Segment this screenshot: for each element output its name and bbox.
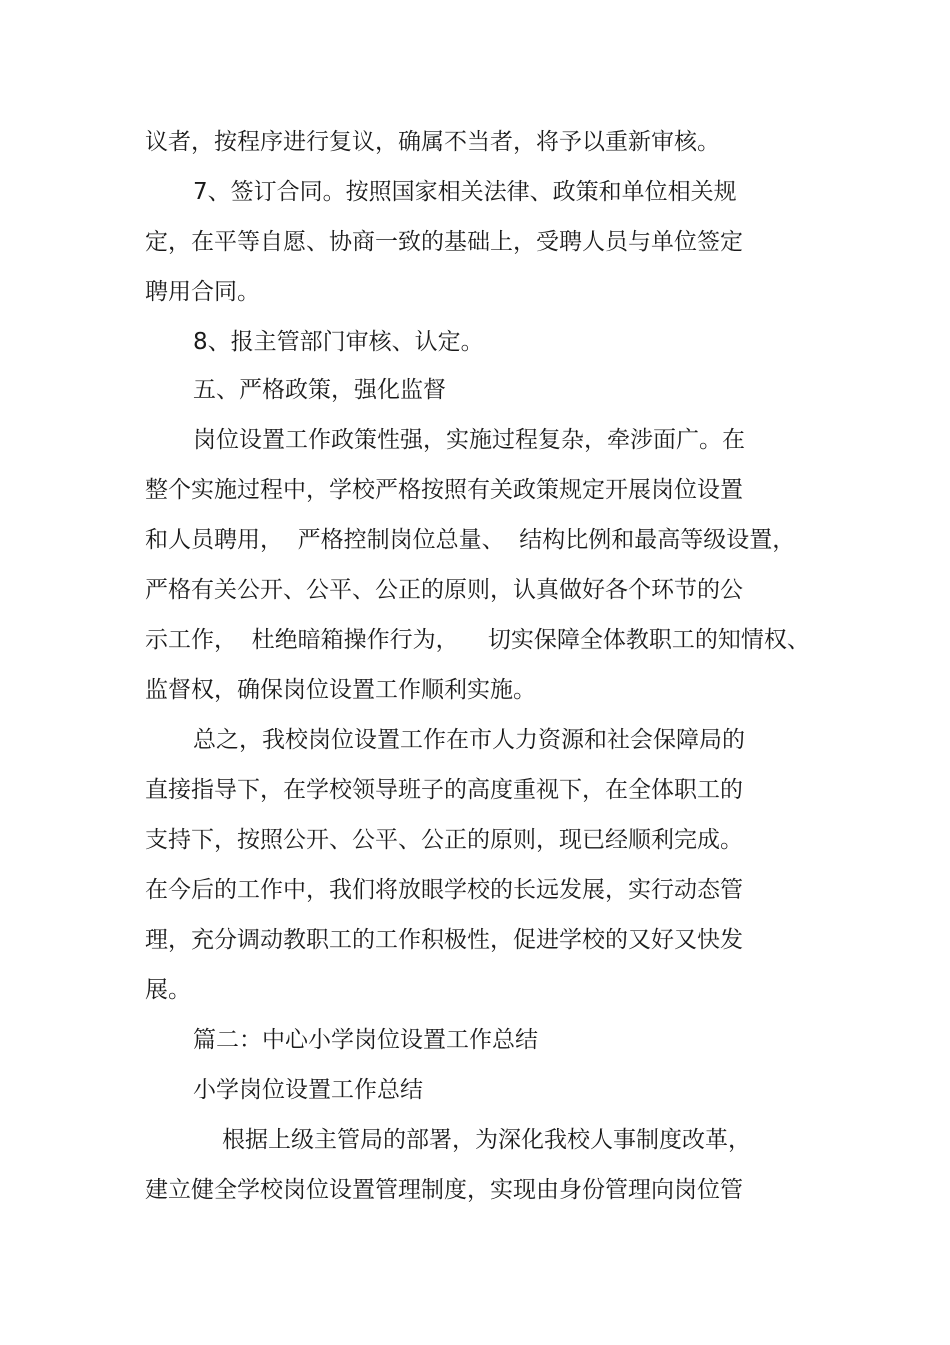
text-line: 在今后的工作中，我们将放眼学校的长远发展，实行动态管	[145, 877, 743, 903]
text-line: 整个实施过程中，学校严格按照有关政策规定开展岗位设置	[145, 477, 743, 503]
text-line: 8、报主管部门审核、认定。	[193, 329, 484, 355]
section-heading: 篇二：中心小学岗位设置工作总结	[193, 1027, 538, 1053]
text-line: 严格有关公开、公平、公正的原则，认真做好各个环节的公	[145, 577, 743, 603]
text-line: 根据上级主管局的部署，为深化我校人事制度改革，	[222, 1127, 751, 1153]
text-line: 岗位设置工作政策性强，实施过程复杂，牵涉面广。在	[193, 427, 745, 453]
text-line: 总之，我校岗位设置工作在市人力资源和社会保障局的	[193, 727, 745, 753]
text-line: 直接指导下，在学校领导班子的高度重视下，在全体职工的	[145, 777, 743, 803]
text-line: 和人员聘用， 严格控制岗位总量、 结构比例和最高等级设置，	[145, 527, 796, 553]
text-line: 支持下，按照公开、公平、公正的原则，现已经顺利完成。	[145, 827, 743, 853]
section-heading: 五、严格政策，强化监督	[193, 377, 446, 403]
text-line: 7、签订合同。按照国家相关法律、政策和单位相关规	[193, 179, 737, 205]
section-heading: 小学岗位设置工作总结	[193, 1077, 423, 1103]
text-line: 议者，按程序进行复议，确属不当者，将予以重新审核。	[145, 129, 720, 155]
text-line: 理，充分调动教职工的工作积极性，促进学校的又好又快发	[145, 927, 743, 953]
text-line: 聘用合同。	[145, 279, 260, 305]
text-line: 定，在平等自愿、协商一致的基础上，受聘人员与单位签定	[145, 229, 743, 255]
text-line: 展。	[145, 977, 191, 1003]
text-line: 监督权，确保岗位设置工作顺利实施。	[145, 677, 536, 703]
text-line: 示工作， 杜绝暗箱操作行为， 切实保障全体教职工的知情权、	[145, 627, 810, 653]
text-line: 建立健全学校岗位设置管理制度，实现由身份管理向岗位管	[145, 1177, 743, 1203]
